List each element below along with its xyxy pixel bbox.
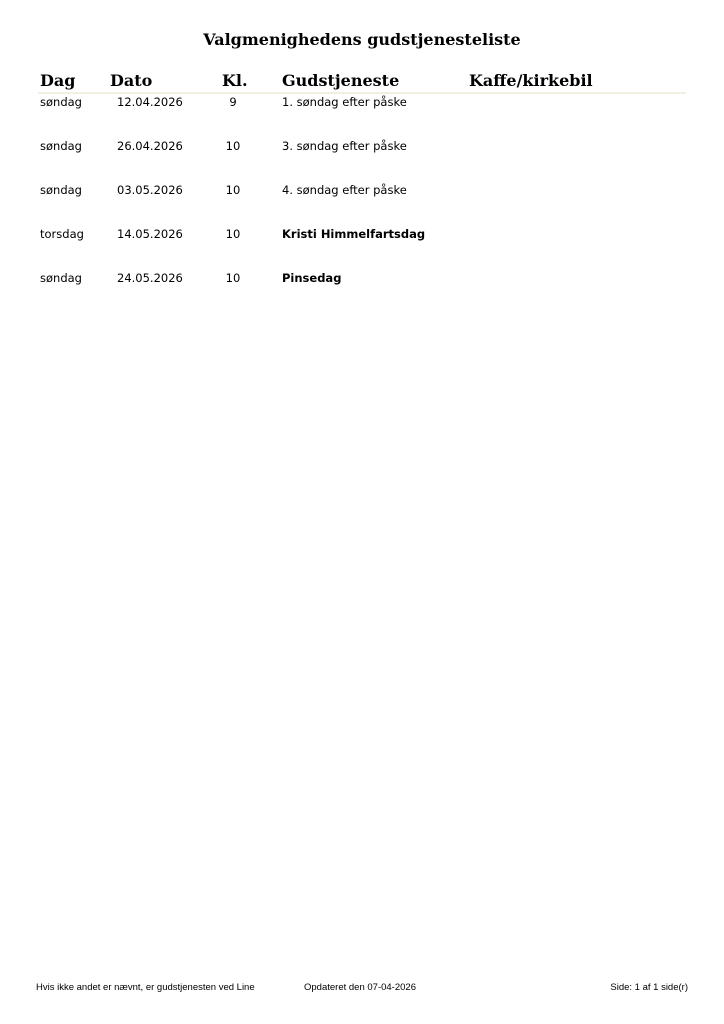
cell-dag: søndag [40,183,82,197]
cell-dato: 03.05.2026 [117,183,183,197]
column-header-kaffe: Kaffe/kirkebil [469,71,593,90]
cell-dato: 14.05.2026 [117,227,183,241]
column-header-dato: Dato [110,71,153,90]
table-row [0,227,724,271]
cell-dag: søndag [40,139,82,153]
cell-dato: 12.04.2026 [117,95,183,109]
table-header [0,71,724,91]
cell-gudstjeneste: 3. søndag efter påske [282,139,407,153]
table-row [0,271,724,315]
cell-gudstjeneste: Pinsedag [282,271,342,285]
table-row [0,183,724,227]
cell-dato: 24.05.2026 [117,271,183,285]
page-footer [0,982,724,996]
column-header-kl: Kl. [222,71,248,90]
service-table-body [0,95,724,315]
footer-updated: Opdateret den 07-04-2026 [304,982,416,993]
header-divider [38,92,686,94]
table-row [0,139,724,183]
table-row [0,95,724,139]
column-header-gudstjeneste: Gudstjeneste [282,71,400,90]
column-header-dag: Dag [40,71,76,90]
cell-gudstjeneste: 4. søndag efter påske [282,183,407,197]
cell-dato: 26.04.2026 [117,139,183,153]
cell-gudstjeneste: Kristi Himmelfartsdag [282,227,426,241]
cell-kl: 9 [229,95,237,109]
footer-page-number: Side: 1 af 1 side(r) [610,982,688,993]
cell-kl: 10 [225,183,241,197]
cell-kl: 10 [225,271,241,285]
page-title: Valgmenighedens gudstjenesteliste [203,30,521,49]
cell-kl: 10 [225,139,241,153]
cell-dag: søndag [40,271,82,285]
cell-gudstjeneste: 1. søndag efter påske [282,95,407,109]
cell-kl: 10 [225,227,241,241]
cell-dag: søndag [40,95,82,109]
cell-dag: torsdag [40,227,84,241]
footer-note: Hvis ikke andet er nævnt, er gudstjenesten ved Line [36,982,255,993]
